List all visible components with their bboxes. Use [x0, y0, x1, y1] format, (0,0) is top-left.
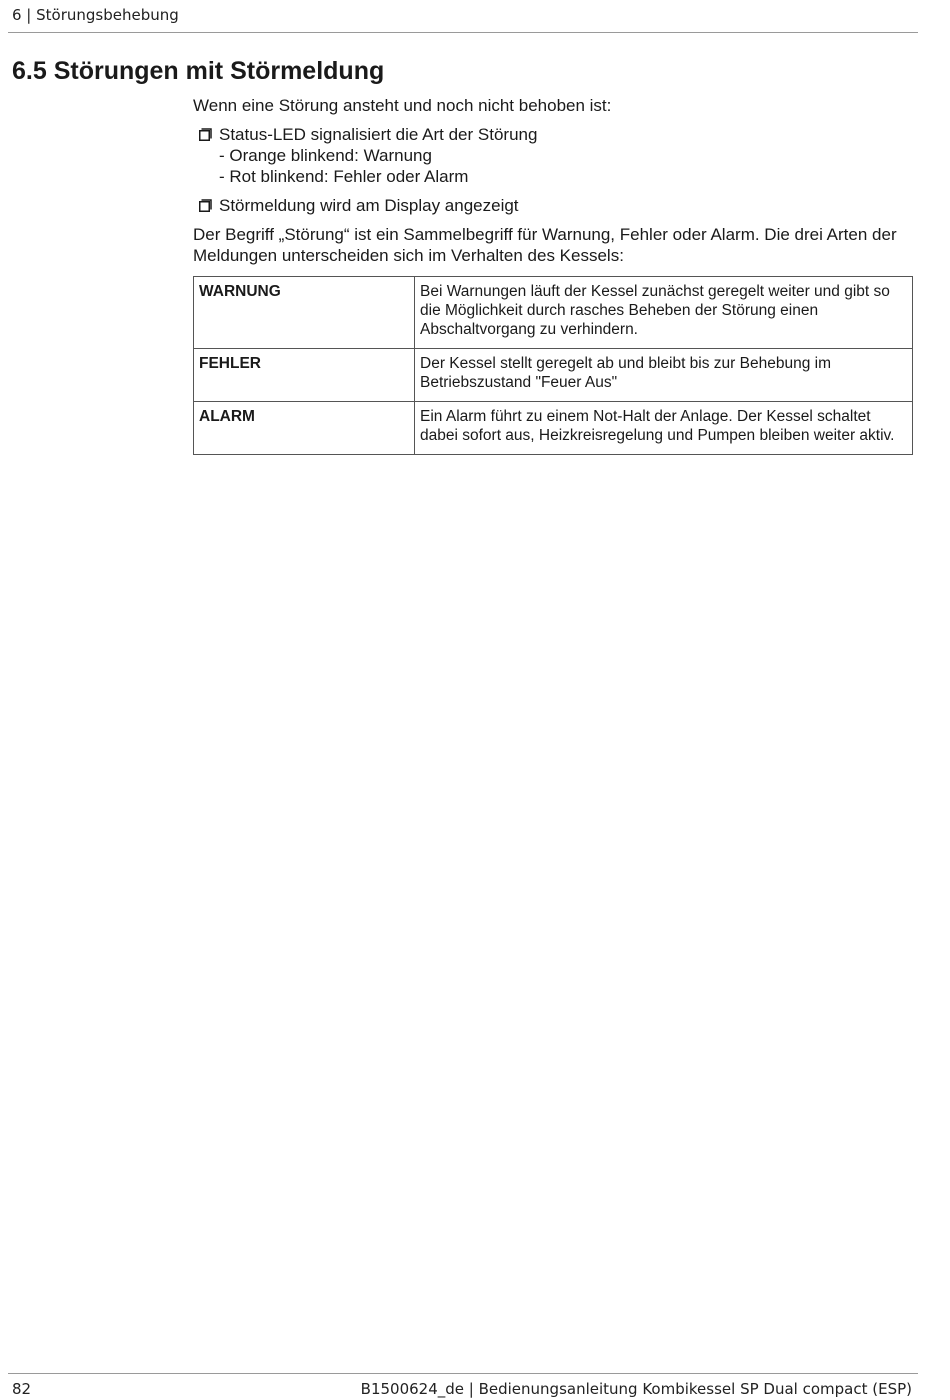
- intro-text: Wenn eine Störung ansteht und noch nicht behoben ist:: [193, 96, 612, 115]
- list-item-sublist: [219, 145, 913, 187]
- list-subitem: - Orange blinkend: Warnung: [219, 146, 432, 165]
- checkbox-icon: [199, 199, 212, 212]
- message-description-cell: Der Kessel stellt geregelt ab und bleibt bis zur Behebung im Betriebszustand "Feuer Aus": [415, 349, 913, 402]
- list-subitem: - Rot blinkend: Fehler oder Alarm: [219, 167, 469, 186]
- list-item: [193, 124, 913, 187]
- table-row: [194, 277, 913, 349]
- message-type-cell: ALARM: [194, 402, 415, 455]
- checkbox-icon: [199, 128, 212, 141]
- section-body: [193, 95, 913, 455]
- message-description-cell: Ein Alarm führt zu einem Not-Halt der Anlage. Der Kessel schaltet dabei sofort aus, Heizkreisregelung und Pumpen bleiben weiter aktiv.: [415, 402, 913, 455]
- message-types-table: [193, 276, 913, 455]
- list-item: [193, 195, 913, 216]
- page-number: 82: [12, 1380, 32, 1398]
- footer-divider: [8, 1373, 918, 1374]
- message-type-cell: FEHLER: [194, 349, 415, 402]
- list-item-text: Störmeldung wird am Display angezeigt: [219, 196, 519, 215]
- table-row: [194, 402, 913, 455]
- section-title: 6.5 Störungen mit Störmeldung: [12, 57, 385, 85]
- running-header: 6 | Störungsbehebung: [12, 6, 179, 24]
- message-description-cell: Bei Warnungen läuft der Kessel zunächst geregelt weiter und gibt so die Möglichkeit durch rasches Beheben der Störung einen Abschaltvorgang zu verhindern.: [415, 277, 913, 349]
- explanation-paragraph: Der Begriff „Störung“ ist ein Sammelbegriff für Warnung, Fehler oder Alarm. Die drei Arten der Meldungen unterscheiden sich im Verhalten des Kessels:: [193, 225, 897, 265]
- footer-document-title: B1500624_de | Bedienungsanleitung Kombikessel SP Dual compact (ESP): [360, 1380, 912, 1398]
- header-divider: [8, 32, 918, 33]
- list-item-text: Status-LED signalisiert die Art der Störung: [219, 125, 538, 144]
- message-type-cell: WARNUNG: [194, 277, 415, 349]
- table-row: [194, 349, 913, 402]
